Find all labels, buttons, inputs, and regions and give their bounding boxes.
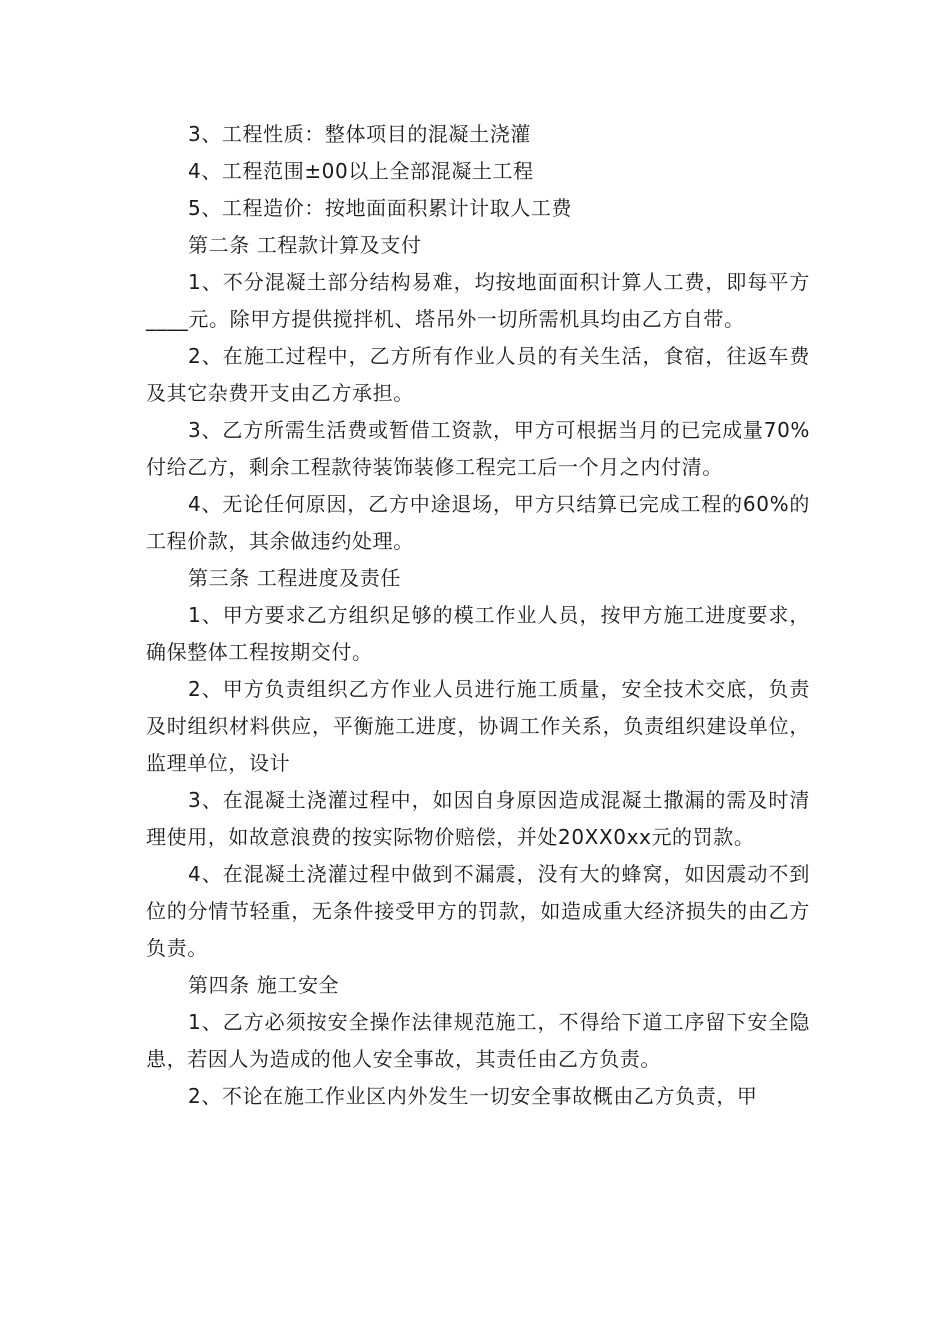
paragraph-project-nature: 3、工程性质：整体项目的混凝土浇灌 (188, 122, 531, 146)
paragraph-project-cost: 5、工程造价：按地面面积累计计取人工费 (188, 196, 573, 220)
paragraph-schedule-4: 4、在混凝土浇灌过程中做到不漏震，没有大的蜂窝，如因震动不到位的分情节轻重，无条件接受甲方的罚款，如造成重大经济损失的由乙方负责。 (146, 862, 810, 960)
paragraph-schedule-3: 3、在混凝土浇灌过程中，如因自身原因造成混凝土撒漏的需及时清理使用，如故意浪费的按实际物价赔偿，并处20XX0xx元的罚款。 (146, 788, 810, 849)
paragraph-schedule-1: 1、甲方要求乙方组织足够的模工作业人员，按甲方施工进度要求，确保整体工程按期交付。 (146, 603, 810, 664)
section-heading-safety: 第四条 施工安全 (188, 973, 340, 997)
section-heading-payment: 第二条 工程款计算及支付 (188, 233, 422, 257)
paragraph-safety-1: 1、乙方必须按安全操作法律规范施工，不得给下道工序留下安全隐患，若因人为造成的他人安全事故，其责任由乙方负责。 (146, 1010, 810, 1071)
paragraph-schedule-2: 2、甲方负责组织乙方作业人员进行施工质量，安全技术交底，负责及时组织材料供应，平衡施工进度，协调工作关系，负责组织建设单位，监理单位，设计 (146, 677, 810, 775)
paragraph-payment-2: 2、在施工过程中，乙方所有作业人员的有关生活，食宿，往返车费及其它杂费开支由乙方承担。 (146, 344, 810, 405)
paragraph-payment-1: 1、不分混凝土部分结构易难，均按地面面积计算人工费，即每平方____元。除甲方提供搅拌机、塔吊外一切所需机具均由乙方自带。 (146, 270, 810, 331)
section-heading-schedule: 第三条 工程进度及责任 (188, 566, 401, 590)
paragraph-safety-2: 2、不论在施工作业区内外发生一切安全事故概由乙方负责，甲 (188, 1084, 758, 1108)
paragraph-project-scope: 4、工程范围±00以上全部混凝土工程 (188, 159, 534, 183)
contract-body (146, 116, 810, 1115)
paragraph-payment-3: 3、乙方所需生活费或暂借工资款，甲方可根据当月的已完成量70%付给乙方，剩余工程款待装饰装修工程完工后一个月之内付清。 (146, 418, 810, 479)
paragraph-payment-4: 4、无论任何原因，乙方中途退场，甲方只结算已完成工程的60%的工程价款，其余做违约处理。 (146, 492, 810, 553)
